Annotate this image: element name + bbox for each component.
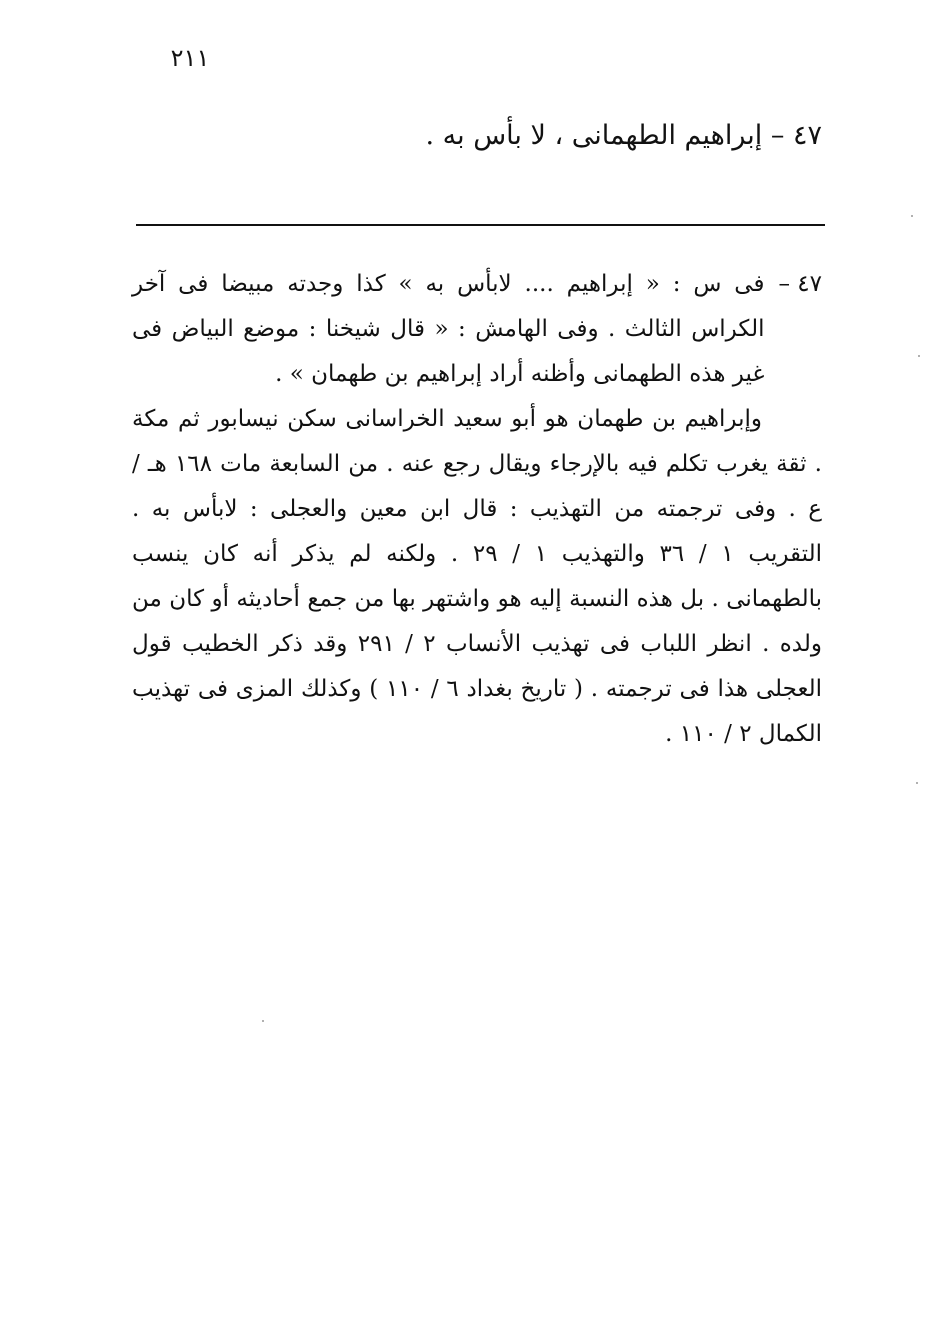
scan-speck (911, 215, 913, 217)
entry-number: ٤٧ (792, 120, 822, 151)
footnote-first-paragraph (132, 262, 822, 397)
entry-dash: – (770, 120, 785, 151)
main-entry (122, 112, 822, 160)
footnote-dash: – (778, 271, 790, 297)
scan-speck (918, 355, 920, 357)
footnote-first-text: فى س : « إبراهيم .... لابأس به » كذا وجدته مبيضا فى آخر الكراس الثالث . وفى الهامش : « قال شيخنا : موضع البياض فى غير هذه الطهمانى وأظنه أراد إبراهيم بن طهمان » . (132, 271, 765, 387)
scan-speck (262, 1020, 264, 1022)
footnote (132, 262, 822, 757)
footnote-second-paragraph: وإبراهيم بن طهمان هو أبو سعيد الخراسانى سكن نيسابور ثم مكة . ثقة يغرب تكلم فيه بالإرجاء ويقال رجع عنه . من السابعة مات ١٦٨ هـ / ع . وفى ترجمته من التهذيب : قال ابن معين والعجلى : لابأس به . التقريب ١ / ٣٦ والتهذيب ١ / ٢٩ . ولكنه لم يذكر أنه كان ينسب بالطهمانى . بل هذه النسبة إليه هو واشتهر بها من جمع أحاديثه أو كان من ولده . انظر اللباب فى تهذيب الأنساب ٢ / ٢٩١ وقد ذكر الخطيب قول العجلى هذا فى ترجمته . ( تاريخ بغداد ٦ / ١١٠ ) وكذلك المزى فى تهذيب الكمال ٢ / ١١٠ . (132, 406, 823, 747)
footnote-number: ٤٧ (797, 271, 822, 297)
page-number: ٢١١ (170, 44, 210, 72)
footnote-marker (778, 262, 822, 307)
footnote-separator-rule (136, 224, 825, 226)
entry-text: إبراهيم الطهمانى ، لا بأس به . (425, 120, 763, 151)
scan-speck (916, 782, 918, 784)
